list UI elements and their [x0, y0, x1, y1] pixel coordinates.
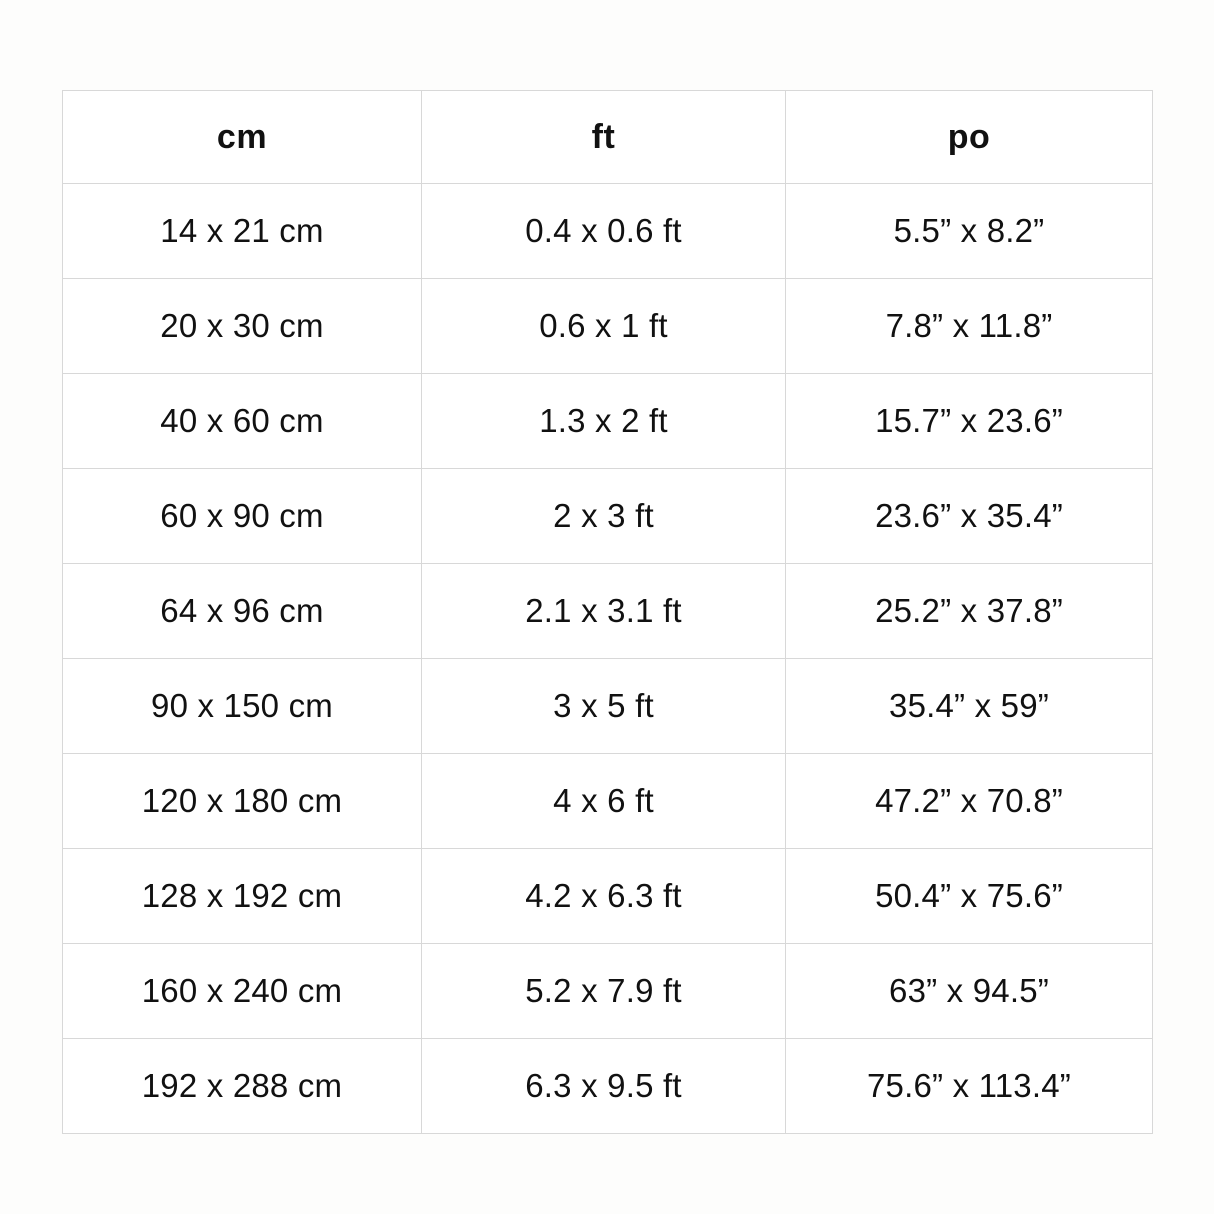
cell-po: 15.7” x 23.6” — [786, 374, 1153, 469]
cell-ft: 0.4 x 0.6 ft — [422, 184, 786, 279]
cell-cm: 40 x 60 cm — [63, 374, 422, 469]
size-conversion-table — [62, 90, 1153, 1134]
cell-ft: 6.3 x 9.5 ft — [422, 1039, 786, 1134]
cell-ft: 3 x 5 ft — [422, 659, 786, 754]
cell-ft: 4.2 x 6.3 ft — [422, 849, 786, 944]
table-header-row — [63, 91, 1153, 184]
table-row — [63, 659, 1153, 754]
column-header-ft: ft — [422, 91, 786, 184]
cell-cm: 120 x 180 cm — [63, 754, 422, 849]
cell-po: 35.4” x 59” — [786, 659, 1153, 754]
cell-ft: 5.2 x 7.9 ft — [422, 944, 786, 1039]
table-row — [63, 754, 1153, 849]
cell-cm: 160 x 240 cm — [63, 944, 422, 1039]
cell-cm: 128 x 192 cm — [63, 849, 422, 944]
table-row — [63, 374, 1153, 469]
table-row — [63, 184, 1153, 279]
cell-cm: 60 x 90 cm — [63, 469, 422, 564]
cell-po: 50.4” x 75.6” — [786, 849, 1153, 944]
column-header-po: po — [786, 91, 1153, 184]
cell-ft: 2.1 x 3.1 ft — [422, 564, 786, 659]
table-header — [63, 91, 1153, 184]
cell-po: 23.6” x 35.4” — [786, 469, 1153, 564]
table-row — [63, 944, 1153, 1039]
size-conversion-table-wrapper — [62, 90, 1152, 1134]
cell-cm: 90 x 150 cm — [63, 659, 422, 754]
column-header-cm: cm — [63, 91, 422, 184]
cell-po: 75.6” x 113.4” — [786, 1039, 1153, 1134]
cell-po: 25.2” x 37.8” — [786, 564, 1153, 659]
table-row — [63, 849, 1153, 944]
cell-po: 5.5” x 8.2” — [786, 184, 1153, 279]
cell-cm: 14 x 21 cm — [63, 184, 422, 279]
cell-cm: 192 x 288 cm — [63, 1039, 422, 1134]
cell-ft: 0.6 x 1 ft — [422, 279, 786, 374]
cell-cm: 20 x 30 cm — [63, 279, 422, 374]
table-row — [63, 279, 1153, 374]
table-row — [63, 469, 1153, 564]
table-row — [63, 1039, 1153, 1134]
cell-ft: 2 x 3 ft — [422, 469, 786, 564]
table-row — [63, 564, 1153, 659]
cell-cm: 64 x 96 cm — [63, 564, 422, 659]
cell-ft: 1.3 x 2 ft — [422, 374, 786, 469]
cell-po: 63” x 94.5” — [786, 944, 1153, 1039]
cell-ft: 4 x 6 ft — [422, 754, 786, 849]
table-body — [63, 184, 1153, 1134]
cell-po: 47.2” x 70.8” — [786, 754, 1153, 849]
cell-po: 7.8” x 11.8” — [786, 279, 1153, 374]
